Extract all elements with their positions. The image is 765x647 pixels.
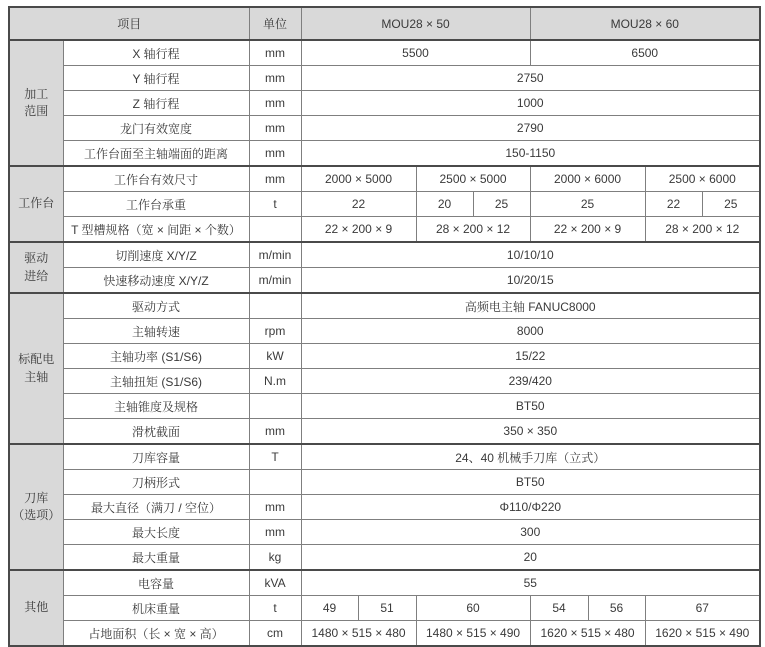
value-cell: 2000 × 6000	[530, 166, 645, 192]
value-cell: 22	[301, 192, 416, 217]
value-cell: 22	[645, 192, 702, 217]
value-cell: 22 × 200 × 9	[530, 217, 645, 243]
item-label: 占地面积（长 × 宽 × 高）	[63, 621, 249, 647]
item-label: 滑枕截面	[63, 419, 249, 445]
item-label: 主轴扭矩 (S1/S6)	[63, 369, 249, 394]
value-cell: 49	[301, 596, 358, 621]
unit-label: kW	[249, 344, 301, 369]
group-label: 标配电 主轴	[9, 293, 63, 444]
header-item-label: 项目	[9, 7, 249, 40]
table-row	[9, 141, 760, 167]
value-cell: BT50	[301, 470, 760, 495]
table-row	[9, 293, 760, 319]
unit-label: mm	[249, 520, 301, 545]
table-row	[9, 520, 760, 545]
item-label: 快速移动速度 X/Y/Z	[63, 268, 249, 294]
table-row	[9, 470, 760, 495]
header-model1-label: MOU28 × 50	[301, 7, 530, 40]
value-cell: 6500	[530, 40, 760, 66]
value-cell: 24、40 机械手刀库（立式）	[301, 444, 760, 470]
value-cell: 300	[301, 520, 760, 545]
item-label: 最大直径（满刀 / 空位）	[63, 495, 249, 520]
value-cell: Φ110/Φ220	[301, 495, 760, 520]
value-cell: 28 × 200 × 12	[416, 217, 530, 243]
table-row	[9, 344, 760, 369]
item-label: 工作台面至主轴端面的距离	[63, 141, 249, 167]
item-label: 刀库容量	[63, 444, 249, 470]
item-label: 切削速度 X/Y/Z	[63, 242, 249, 268]
value-cell: 8000	[301, 319, 760, 344]
header-row	[9, 7, 760, 40]
item-label: 机床重量	[63, 596, 249, 621]
group-label: 刀库 （选项）	[9, 444, 63, 570]
spec-table	[8, 6, 761, 647]
table-row	[9, 495, 760, 520]
table-row	[9, 242, 760, 268]
table-row	[9, 217, 760, 243]
table-row	[9, 545, 760, 571]
item-label: 主轴转速	[63, 319, 249, 344]
value-cell: 10/20/15	[301, 268, 760, 294]
value-cell: 25	[702, 192, 760, 217]
value-cell: 2750	[301, 66, 760, 91]
table-row	[9, 166, 760, 192]
item-label: 主轴锥度及规格	[63, 394, 249, 419]
value-cell: 1620 × 515 × 480	[530, 621, 645, 647]
unit-label: m/min	[249, 242, 301, 268]
item-label: X 轴行程	[63, 40, 249, 66]
unit-label	[249, 293, 301, 319]
value-cell: 239/420	[301, 369, 760, 394]
table-row	[9, 66, 760, 91]
value-cell: 54	[530, 596, 588, 621]
item-label: 最大长度	[63, 520, 249, 545]
value-cell: 51	[358, 596, 416, 621]
value-cell: 1000	[301, 91, 760, 116]
unit-label: m/min	[249, 268, 301, 294]
item-label: 刀柄形式	[63, 470, 249, 495]
unit-label: mm	[249, 40, 301, 66]
table-row	[9, 40, 760, 66]
value-cell: 55	[301, 570, 760, 596]
unit-label: mm	[249, 66, 301, 91]
value-cell: 60	[416, 596, 530, 621]
header-model2-label: MOU28 × 60	[530, 7, 760, 40]
value-cell: 67	[645, 596, 760, 621]
value-cell: 25	[473, 192, 530, 217]
unit-label: mm	[249, 91, 301, 116]
value-cell: 2790	[301, 116, 760, 141]
value-cell: 5500	[301, 40, 530, 66]
unit-label: N.m	[249, 369, 301, 394]
value-cell: 20	[301, 545, 760, 571]
item-label: Z 轴行程	[63, 91, 249, 116]
item-label: 工作台有效尺寸	[63, 166, 249, 192]
value-cell: 15/22	[301, 344, 760, 369]
item-label: 驱动方式	[63, 293, 249, 319]
item-label: 工作台承重	[63, 192, 249, 217]
header-unit-label: 单位	[249, 7, 301, 40]
value-cell: 1480 × 515 × 490	[416, 621, 530, 647]
value-cell: 20	[416, 192, 473, 217]
table-row	[9, 394, 760, 419]
value-cell: 10/10/10	[301, 242, 760, 268]
unit-label: kVA	[249, 570, 301, 596]
table-row	[9, 369, 760, 394]
value-cell: 150-1150	[301, 141, 760, 167]
table-row	[9, 419, 760, 445]
unit-label: rpm	[249, 319, 301, 344]
value-cell: 2000 × 5000	[301, 166, 416, 192]
table-row	[9, 116, 760, 141]
value-cell: 28 × 200 × 12	[645, 217, 760, 243]
value-cell: 1480 × 515 × 480	[301, 621, 416, 647]
unit-label: mm	[249, 116, 301, 141]
unit-label: mm	[249, 141, 301, 167]
item-label: 电容量	[63, 570, 249, 596]
value-cell: 22 × 200 × 9	[301, 217, 416, 243]
group-label: 工作台	[9, 166, 63, 242]
group-label: 驱动 进给	[9, 242, 63, 293]
value-cell: 1620 × 515 × 490	[645, 621, 760, 647]
unit-label: T	[249, 444, 301, 470]
table-row	[9, 444, 760, 470]
spec-table-body	[9, 40, 760, 646]
table-row	[9, 570, 760, 596]
value-cell: BT50	[301, 394, 760, 419]
value-cell: 高频电主轴 FANUC8000	[301, 293, 760, 319]
item-label: T 型槽规格（宽 × 间距 × 个数）	[63, 217, 249, 243]
value-cell: 2500 × 6000	[645, 166, 760, 192]
table-row	[9, 91, 760, 116]
unit-label: cm	[249, 621, 301, 647]
unit-label: mm	[249, 495, 301, 520]
unit-label: kg	[249, 545, 301, 571]
group-label: 其他	[9, 570, 63, 646]
unit-label	[249, 394, 301, 419]
table-row	[9, 192, 760, 217]
unit-label: t	[249, 192, 301, 217]
group-label: 加工 范围	[9, 40, 63, 166]
value-cell: 25	[530, 192, 645, 217]
value-cell: 350 × 350	[301, 419, 760, 445]
unit-label: mm	[249, 166, 301, 192]
table-row	[9, 596, 760, 621]
table-row	[9, 621, 760, 647]
unit-label: t	[249, 596, 301, 621]
item-label: 龙门有效宽度	[63, 116, 249, 141]
item-label: Y 轴行程	[63, 66, 249, 91]
value-cell: 56	[588, 596, 645, 621]
spec-sheet	[8, 6, 761, 647]
unit-label	[249, 217, 301, 243]
item-label: 最大重量	[63, 545, 249, 571]
unit-label: mm	[249, 419, 301, 445]
item-label: 主轴功率 (S1/S6)	[63, 344, 249, 369]
table-row	[9, 319, 760, 344]
value-cell: 2500 × 5000	[416, 166, 530, 192]
unit-label	[249, 470, 301, 495]
table-row	[9, 268, 760, 294]
